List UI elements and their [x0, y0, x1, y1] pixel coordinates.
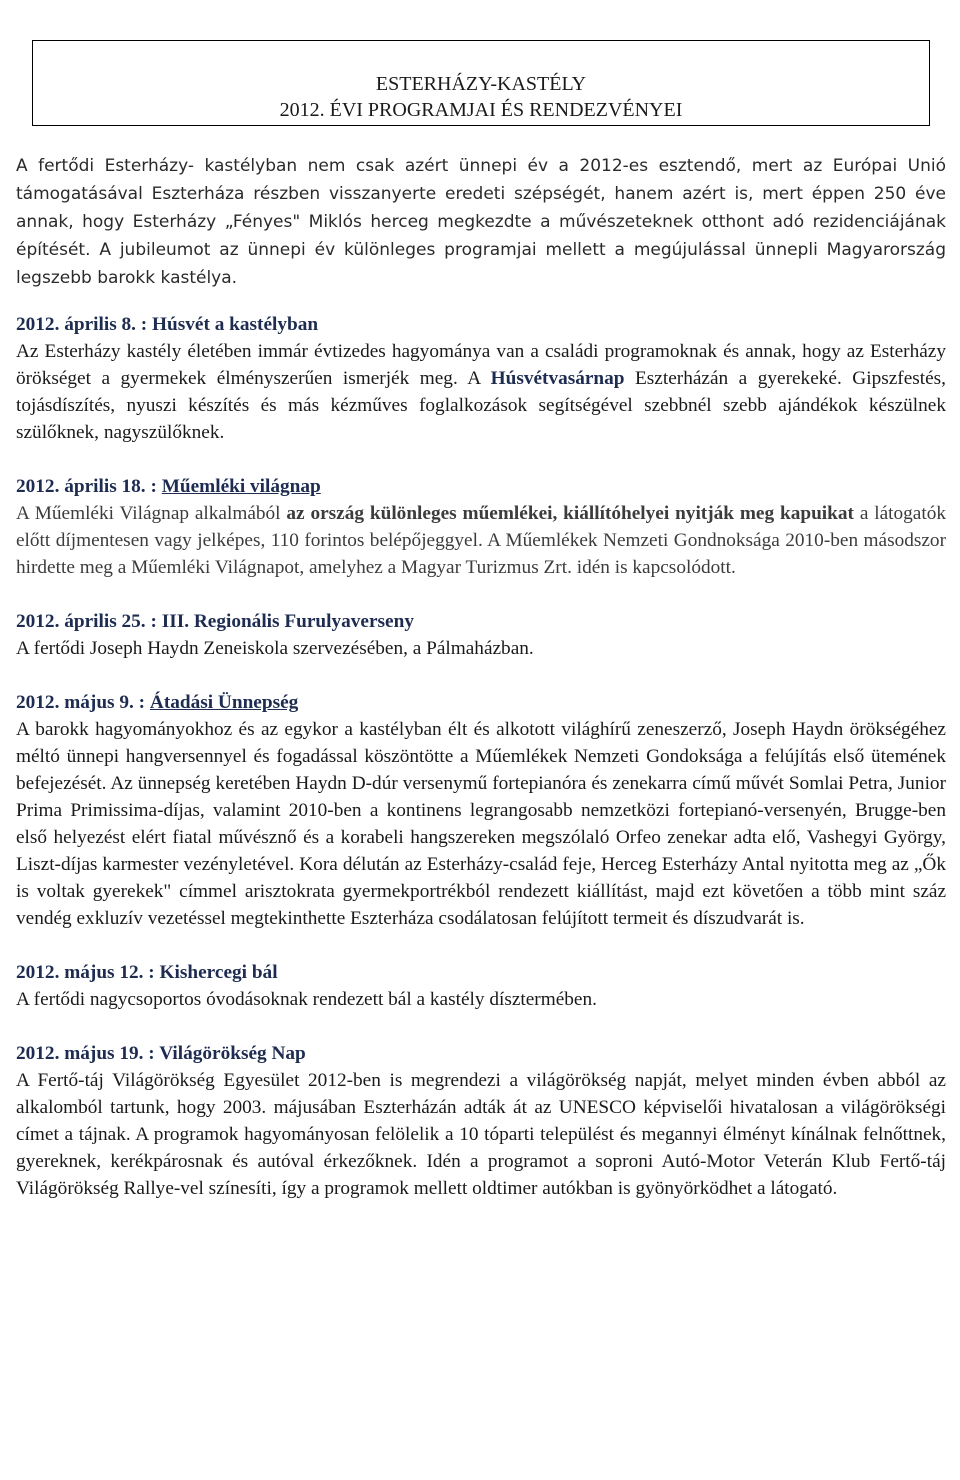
- event-text: A barokk hagyományokhoz és az egykor a kastélyban élt és alkotott világhírű zeneszerző, Joseph Haydn örökségéhez méltó ünnepi hangversennyel és fogadással köszöntötte a Műemlékek Nemzeti Gondoksága a felújítás első ütemének befejezését. Az ünnepség keretében Haydn D-dúr versenymű fortepianóra és zenekarra című művét Somlai Petra, Junior Prima Primissima-díjas, valamint 2010-ben a kontinens legrangosabb nemzetközi fortepianó-versenyén, Brugge-ben első helyezést elért fiatal művésznő és a korabeli hangszereken megszólaló Orfeo zenekar adta elő, Vashegyi György, Liszt-díjas karmester vezényletével. Kora délután az Esterházy-család feje, Herceg Esterházy Antal nyitotta meg az „Ők is voltak gyerekek" címmel arisztokrata gyermekportrékból rendezett kiállítást, majd ezt követően a több mint száz vendég exkluzív vezetéssel megtekinthette Eszterháza csodálatosan felújított termeit és díszudvarát is.: [16, 719, 946, 929]
- event-title: III. Regionális Furulyaverseny: [161, 611, 414, 632]
- event-description: [16, 716, 946, 932]
- event-date: 2012. május 12.: [16, 962, 144, 983]
- event-title: Húsvét a kastélyban: [152, 314, 319, 335]
- event-section-world-heritage-day: [16, 1040, 946, 1202]
- event-text: A Fertő-táj Világörökség Egyesület 2012-ben is megrendezi a világörökség napját, melyet minden évben abból az alkalomból tartunk, hogy 2003. májusában Eszterházán adták át az UNESCO képviselői hivatalosan a világörökségi címet a tájnak. A programok hagyományosan felölelik a 10 tóparti települést és megannyi élményt kínálnak felnőttnek, gyereknek, kerékpárosnak és autóval érkezőknek. Idén a programot a soproni Autó-Motor Veterán Klub Fertő-táj Világörökség Rallye-vel színesíti, így a programok mellett oldtimer autókban is gyönyörködhet a látogató.: [16, 1070, 946, 1199]
- event-text: A fertődi nagycsoportos óvodásoknak rendezett bál a kastély dísztermében.: [16, 989, 597, 1010]
- event-date: 2012. május 9.: [16, 692, 134, 713]
- event-separator: :: [133, 692, 150, 713]
- event-description: [16, 1067, 946, 1202]
- event-title: Műemléki világnap: [161, 476, 321, 497]
- event-heading: [16, 311, 946, 338]
- event-date: 2012. április 25.: [16, 611, 146, 632]
- intro-text-part2: A jubileumot az ünnepi év különleges programjai mellett a megújulással ünnepli Magyarország legszebb barokk kastélya.: [16, 240, 946, 288]
- event-text-cont: a látogatók előtt díjmentesen vagy jelképes, 110 forintos belépőjeggyel. A Műemlékek Nemzeti Gondnoksága 2010-ben másodszor hirdette meg a Műemléki Világnapot, amelyhez a Magyar Turizmus Zrt. idén is kapcsolódott.: [16, 503, 946, 578]
- event-title: Kishercegi bál: [159, 962, 278, 983]
- event-text: Az Esterházy kastély életében immár évtizedes hagyománya van a családi programoknak és annak, hogy az Esterházy örökséget a gyermekek élményszerűen ismerjék meg. A: [16, 341, 946, 389]
- event-text: A fertődi Joseph Haydn Zeneiskola szervezésében, a Pálmaházban.: [16, 638, 534, 659]
- event-date: 2012. április 8.: [16, 314, 136, 335]
- event-section-monument-day: [16, 473, 946, 581]
- event-title: Világörökség Nap: [159, 1043, 306, 1064]
- event-separator: :: [135, 314, 153, 335]
- event-section-little-princes-ball: [16, 959, 946, 1013]
- event-separator: :: [143, 962, 160, 983]
- event-heading: [16, 689, 946, 716]
- event-separator: :: [143, 1043, 160, 1064]
- event-section-handover-ceremony: [16, 689, 946, 932]
- event-separator: :: [145, 611, 162, 632]
- document-title: ESTERHÁZY-KASTÉLY: [375, 73, 587, 95]
- event-date: 2012. április 18.: [16, 476, 146, 497]
- event-text-bold: az ország különleges műemlékei, kiállítóhelyei nyitják meg kapuikat: [286, 503, 854, 524]
- event-section-easter: [16, 311, 946, 446]
- event-section-flute-contest: [16, 608, 946, 662]
- document-title-box: [32, 40, 930, 126]
- event-separator: :: [145, 476, 162, 497]
- intro-paragraph: [16, 152, 946, 292]
- event-description: [16, 986, 946, 1013]
- event-heading: [16, 608, 946, 635]
- intro-text-part1: A fertődi Esterházy- kastélyban nem csak azért ünnepi év a 2012-es esztendő, mert az Európai Unió támogatásával Eszterháza részben visszanyerte eredeti szépségét, hanem azért is, mert éppen 250 éve annak, hogy Esterházy „Fényes" Miklós herceg megkezdte a művészeteknek otthont adó rezidenciájának építését.: [16, 156, 946, 260]
- event-text-bold: Húsvétvasárnap: [490, 368, 625, 389]
- event-heading: [16, 473, 946, 500]
- event-title: Átadási Ünnepség: [149, 692, 299, 713]
- document-body: [16, 152, 946, 1229]
- event-heading: [16, 1040, 946, 1067]
- event-description: [16, 338, 946, 446]
- event-description: [16, 635, 946, 662]
- event-text: A Műemléki Világnap alkalmából: [16, 503, 287, 524]
- event-description: [16, 500, 946, 581]
- event-text-cont: Eszterházán a gyerekeké. Gipszfestés, tojásdíszítés, nyuszi készítés és más kézműves foglalkozások segítségével szebbnél szebb ajándékok készülnek szülőknek, nagyszülőknek.: [16, 368, 946, 443]
- event-date: 2012. május 19.: [16, 1043, 144, 1064]
- document-subtitle: 2012. ÉVI PROGRAMJAI ÉS RENDEZVÉNYEI: [279, 99, 683, 121]
- event-heading: [16, 959, 946, 986]
